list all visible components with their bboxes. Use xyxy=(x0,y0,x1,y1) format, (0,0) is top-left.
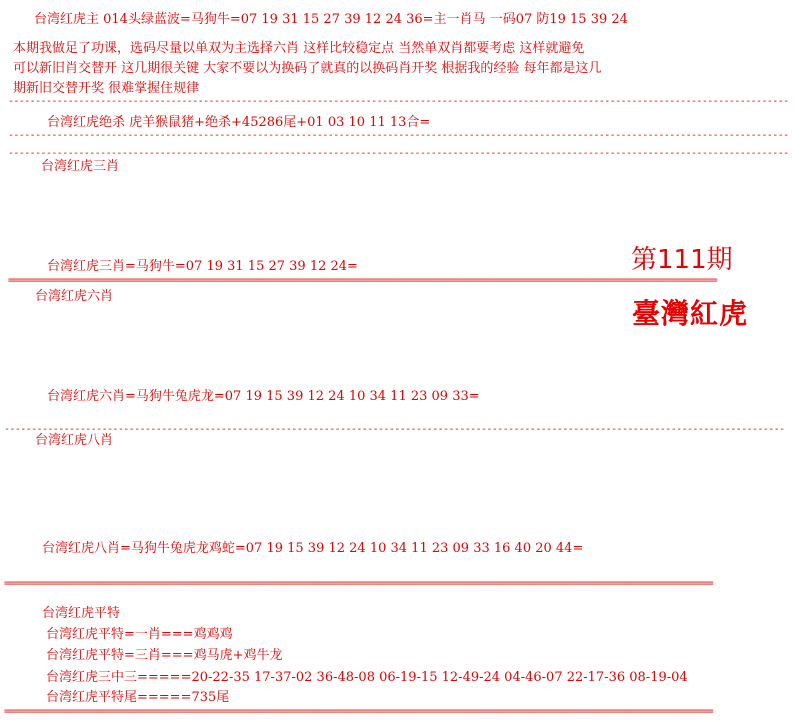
three-xiao-title: 台湾红虎三肖 xyxy=(41,159,120,174)
issue-number: 第111期 xyxy=(631,245,733,275)
eight-xiao-title: 台湾红虎八肖 xyxy=(35,433,114,448)
dash-rule: ------------------------------------------------------------------------------------------------------------------------------------------------ xyxy=(8,130,789,141)
equals-rule: ================================================================================================================================================ xyxy=(4,706,713,717)
intro-line-3: 期新旧交替开奖 很难掌握住规律 xyxy=(13,81,200,96)
dash-rule: ------------------------------------------------------------------------------------------------------------------------------------------------ xyxy=(8,148,789,159)
pingte-tail: 台湾红虎平特尾=====735尾 xyxy=(46,690,230,705)
eight-xiao-result: 台湾红虎八肖=马狗牛兔虎龙鸡蛇=07 19 15 39 12 24 10 34 11 23 09 33 16 40 20 44= xyxy=(42,541,584,556)
dash-rule: ------------------------------------------------------------------------------------------------------------------------------------------------ xyxy=(8,96,789,107)
pingte-one-xiao: 台湾红虎平特=一肖===鸡鸡鸡 xyxy=(46,627,233,642)
intro-line-2: 可以新旧肖交替开 这几期很关键 大家不要以为换码了就真的以换码肖开奖 根据我的经验 每年都是这几 xyxy=(13,61,602,76)
pingte-three-xiao: 台湾红虎平特=三肖===鸡马虎+鸡牛龙 xyxy=(46,648,283,663)
six-xiao-title: 台湾红虎六肖 xyxy=(35,289,114,304)
intro-line-1: 本期我做足了功课，选码尽量以单双为主选择六肖 这样比较稳定点 当然单双肖都要考虑 这样就避免 xyxy=(13,41,585,56)
header-line: 台湾红虎主 014头绿蓝波=马狗牛=07 19 31 15 27 39 12 24 36=主一肖马 一码07 防19 15 39 24 xyxy=(34,12,628,27)
six-xiao-result: 台湾红虎六肖=马狗牛兔虎龙=07 19 15 39 12 24 10 34 11 23 09 33= xyxy=(47,389,480,404)
equals-rule: ================================================================================================================================================ xyxy=(8,275,717,286)
three-xiao-result: 台湾红虎三肖=马狗牛=07 19 31 15 27 39 12 24= xyxy=(47,259,358,274)
three-in-three-line: 台湾红虎三中三=====20-22-35 17-37-02 36-48-08 06-19-15 12-49-24 04-46-07 22-17-36 08-19-04 xyxy=(46,670,688,685)
equals-rule: ================================================================================================================================================ xyxy=(4,578,713,589)
kill-line: 台湾红虎绝杀 虎羊猴鼠猪+绝杀+45286尾+01 03 10 11 13合= xyxy=(47,115,431,130)
brand-title: 臺灣紅虎 xyxy=(632,297,749,330)
dash-rule: ------------------------------------------------------------------------------------------------------------------------------------------------ xyxy=(4,424,785,435)
pingte-title: 台湾红虎平特 xyxy=(42,606,121,621)
